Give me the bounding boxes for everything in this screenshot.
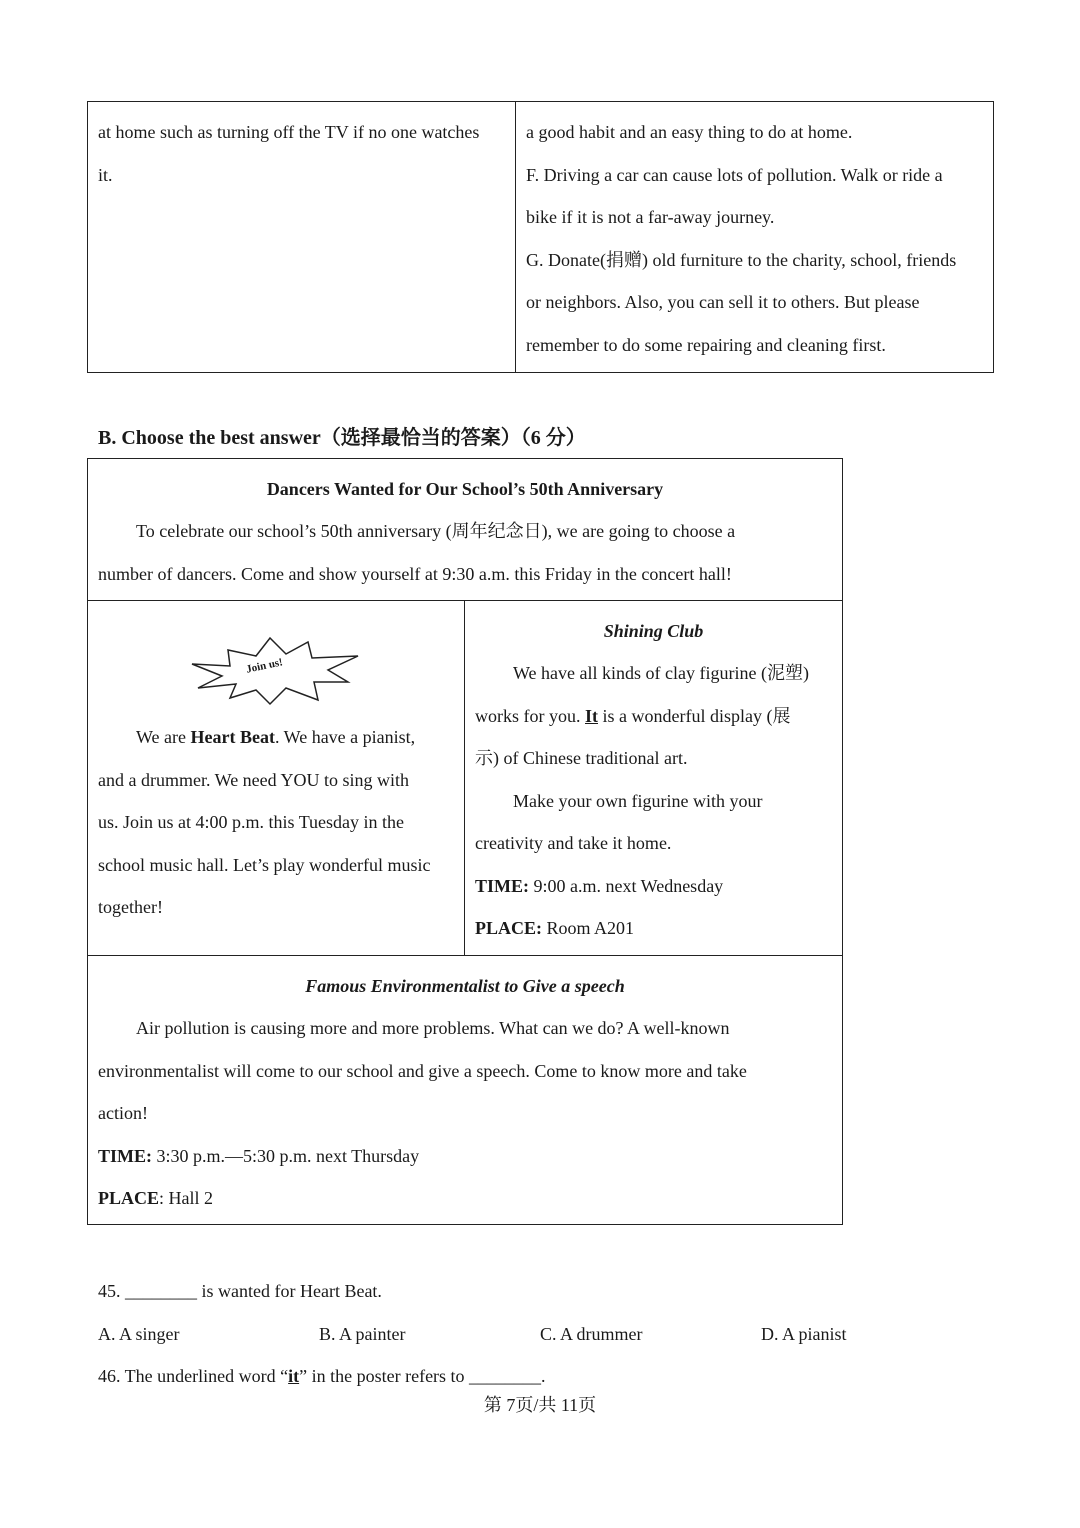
heartbeat-text: and a drummer. We need YOU to sing with — [98, 770, 409, 790]
dancers-title: Dancers Wanted for Our School’s 50th Anniversary — [266, 479, 664, 499]
shining-title: Shining Club — [603, 621, 704, 641]
shining-text — [475, 705, 790, 727]
table-left-line: it. — [98, 165, 113, 185]
dancers-text: number of dancers. Come and show yourself at 9:30 a.m. this Friday in the concert hall! — [98, 564, 732, 584]
q46-underlined-it: it — [288, 1366, 300, 1386]
table-right-line: bike if it is not a far-away journey. — [526, 207, 775, 227]
option-d: D. A pianist — [761, 1324, 847, 1344]
speech-text: action! — [98, 1103, 148, 1123]
place-value: Room A201 — [542, 918, 635, 938]
table-left-line: at home such as turning off the TV if no one watches — [98, 122, 480, 142]
table-right-line: G. Donate(捐赠) old furniture to the charity, school, friends — [526, 250, 957, 270]
shining-text-pre: works for you. — [475, 706, 585, 726]
poster-row-divider — [87, 600, 843, 601]
place-label: PLACE: — [475, 918, 542, 938]
underlined-it: It — [585, 706, 598, 726]
shining-text: We have all kinds of clay figurine (泥塑) — [513, 663, 809, 683]
heartbeat-text: together! — [98, 897, 163, 917]
time-value: 3:30 p.m.—5:30 p.m. next Thursday — [152, 1146, 420, 1166]
speech-text: environmentalist will come to our school and give a speech. Come to know more and take — [98, 1061, 747, 1081]
shining-text: Make your own figurine with your — [513, 791, 763, 811]
table-right-line: or neighbors. Also, you can sell it to others. But please — [526, 292, 920, 312]
speech-title: Famous Environmentalist to Give a speech — [305, 976, 625, 996]
table-right-line: remember to do some repairing and cleaning first. — [526, 335, 886, 355]
time-label: TIME: — [475, 876, 529, 896]
q46-pre: 46. The underlined word “ — [98, 1366, 289, 1386]
section-b-title: B. Choose the best answer（选择最恰当的答案）（6 分） — [98, 427, 586, 449]
starburst-icon — [190, 636, 362, 706]
time-label: TIME: — [98, 1146, 152, 1166]
shining-text: 示) of Chinese traditional art. — [475, 748, 688, 768]
heartbeat-text — [136, 726, 415, 748]
heartbeat-name: Heart Beat — [190, 727, 275, 747]
shining-text-post: is a wonderful display (展 — [598, 706, 791, 726]
heartbeat-text: us. Join us at 4:00 p.m. this Tuesday in the — [98, 812, 405, 832]
heartbeat-rest: . We have a pianist, — [274, 727, 416, 747]
option-b: B. A painter — [319, 1324, 406, 1344]
question-45: 45. ________ is wanted for Heart Beat. — [98, 1281, 382, 1301]
question-46 — [98, 1365, 546, 1387]
table-right-line: a good habit and an easy thing to do at home. — [526, 122, 853, 142]
table-right-line: F. Driving a car can cause lots of pollution. Walk or ride a — [526, 165, 943, 185]
speech-text: Air pollution is causing more and more problems. What can we do? A well-known — [136, 1018, 730, 1038]
join-us-text: Join us! — [245, 656, 284, 676]
place-value: : Hall 2 — [159, 1188, 214, 1208]
heartbeat-intro: We are — [136, 727, 191, 747]
speech-time — [98, 1145, 419, 1167]
shining-place — [475, 917, 634, 939]
speech-place — [98, 1187, 213, 1209]
join-us-badge — [190, 636, 362, 706]
poster-row-divider — [87, 955, 843, 956]
page-footer: 第 7页/共 11页 — [483, 1395, 597, 1415]
table-divider — [515, 101, 516, 373]
time-value: 9:00 a.m. next Wednesday — [529, 876, 724, 896]
heartbeat-text: school music hall. Let’s play wonderful music — [98, 855, 431, 875]
dancers-text: To celebrate our school’s 50th anniversary (周年纪念日), we are going to choose a — [136, 521, 736, 541]
poster-col-divider — [464, 600, 465, 955]
option-a: A. A singer — [98, 1324, 180, 1344]
shining-text: creativity and take it home. — [475, 833, 672, 853]
place-label: PLACE — [98, 1188, 160, 1208]
option-c: C. A drummer — [540, 1324, 643, 1344]
q46-post: ” in the poster refers to ________. — [299, 1366, 546, 1386]
shining-time — [475, 875, 723, 897]
